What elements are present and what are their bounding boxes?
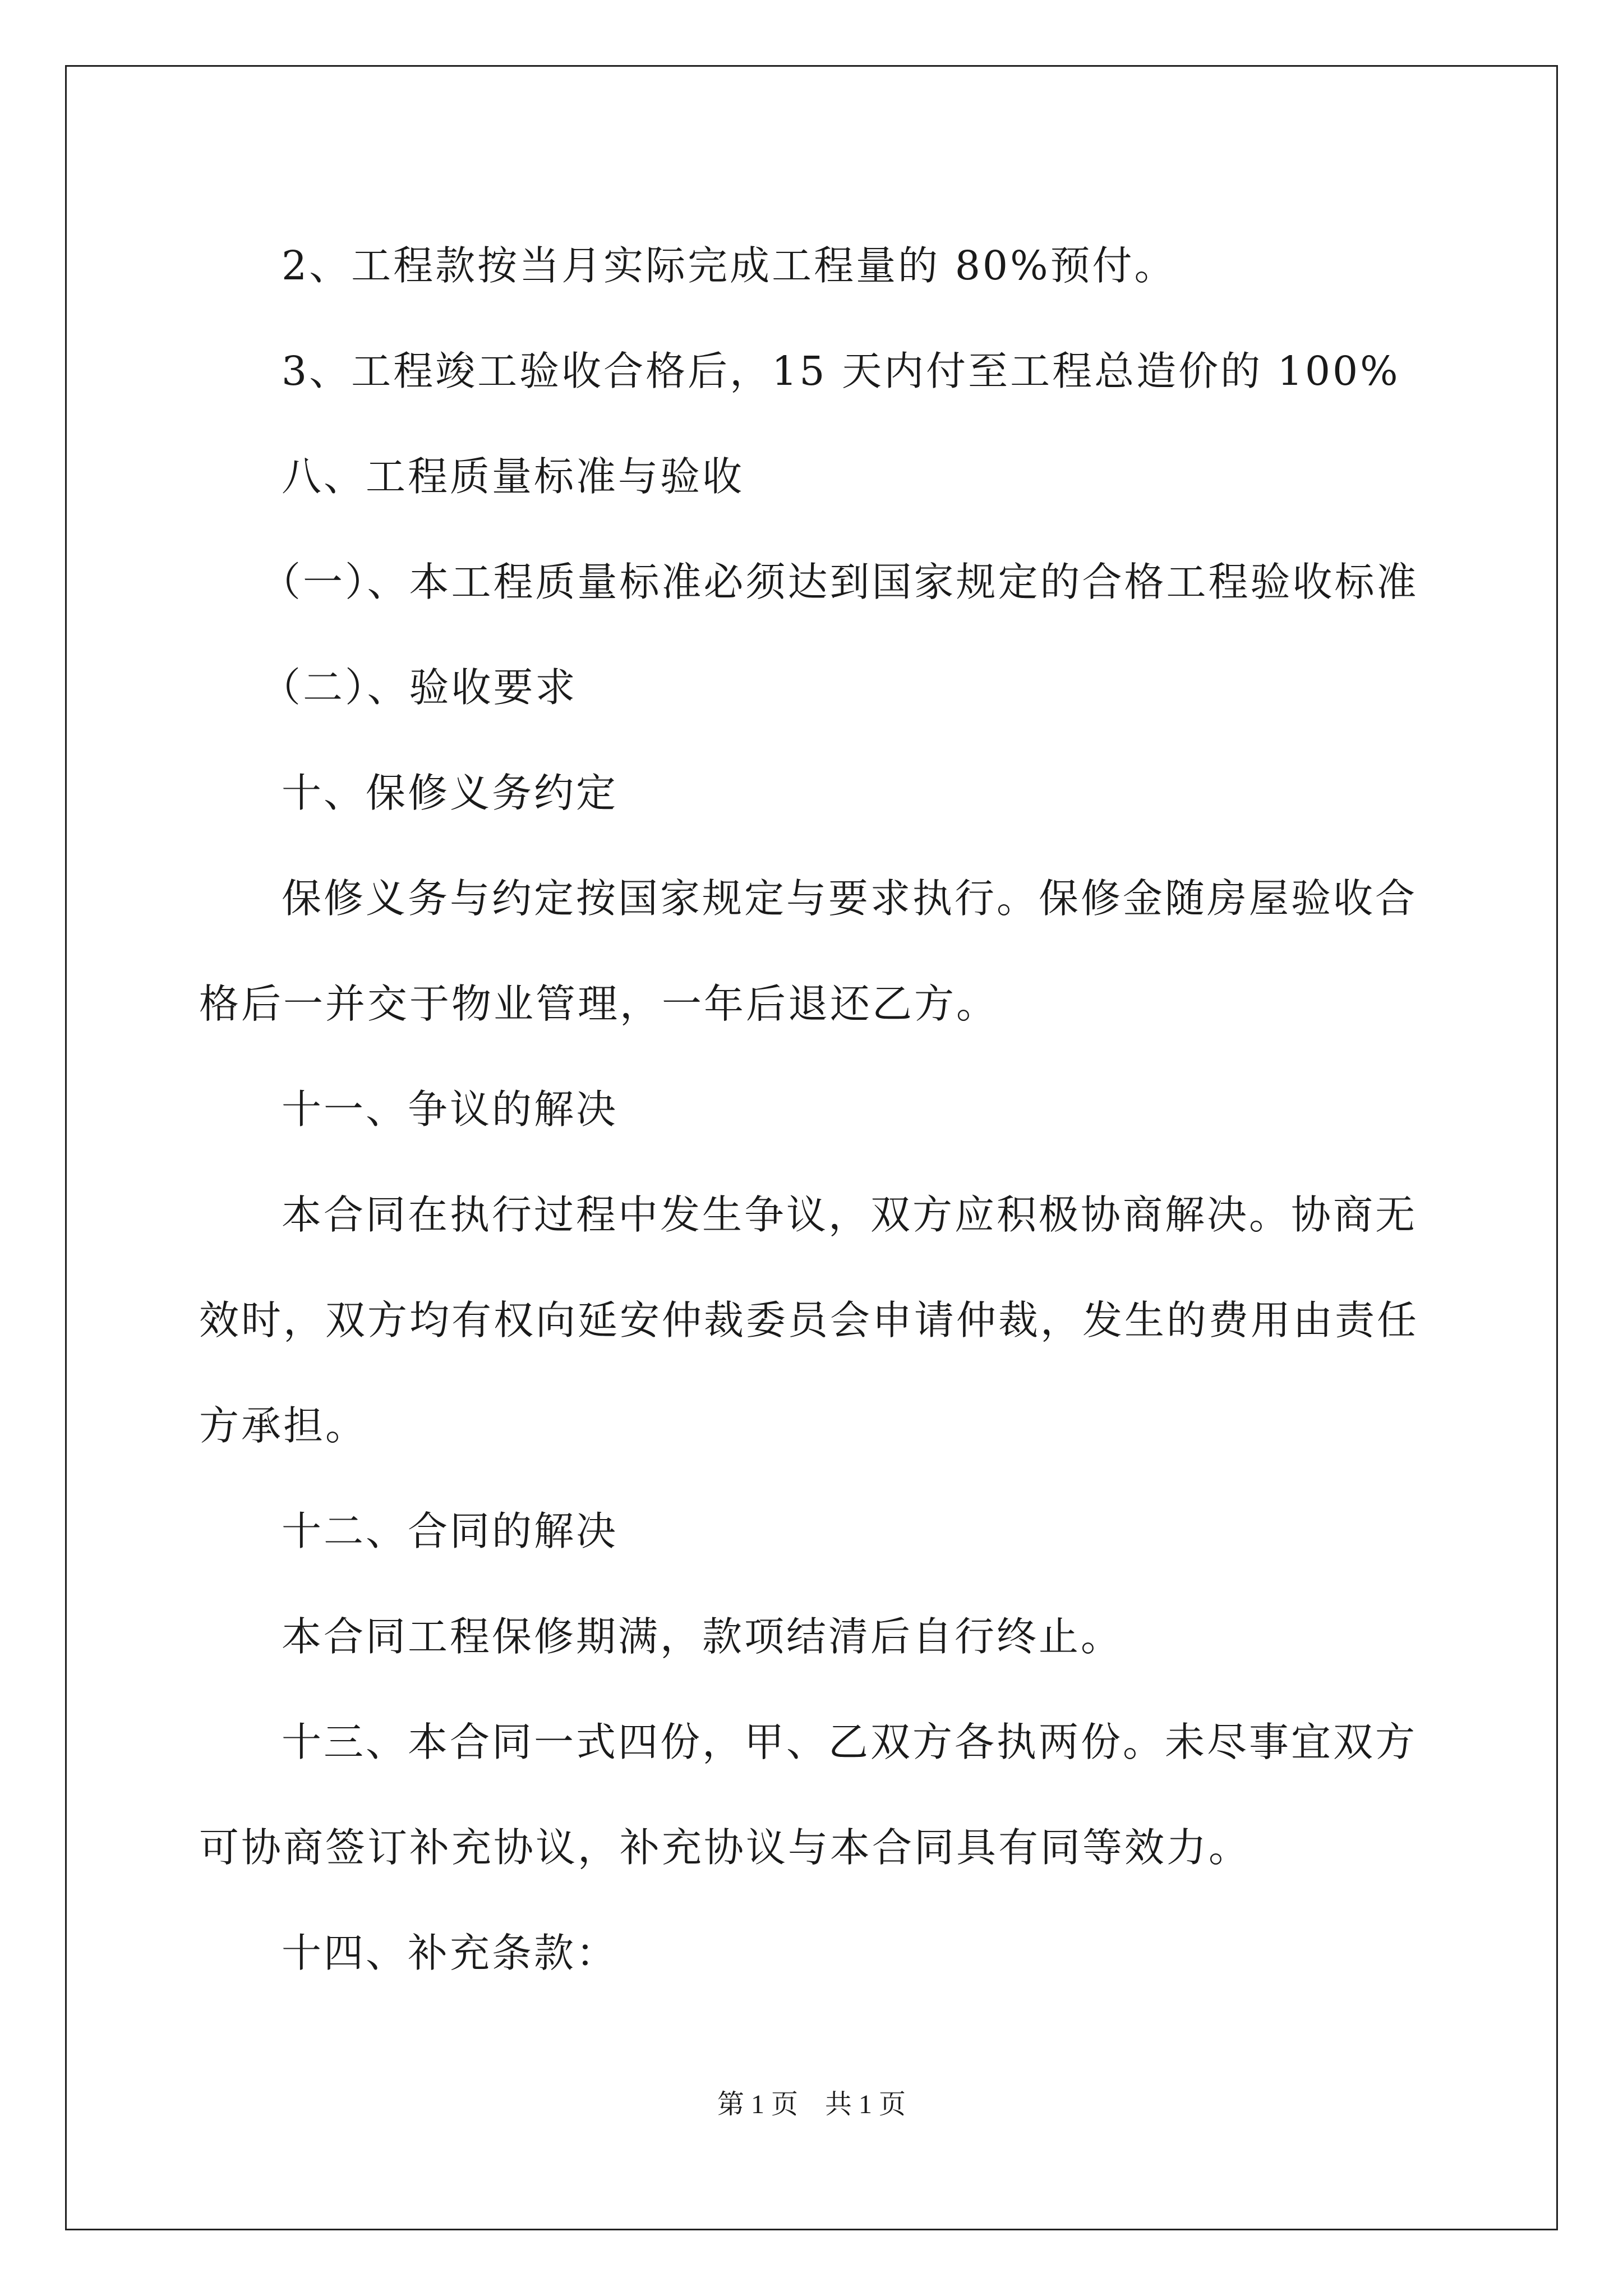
paragraph-disputes: 本合同在执行过程中发生争议，双方应积极协商解决。协商无效时，双方均有权向延安仲裁委员会申请仲裁，发生的费用由责任方承担。: [199, 1191, 1419, 1449]
page-footer: 第 1 页 共 1 页: [717, 2090, 906, 2119]
section-heading-warranty: 十、保修义务约定: [282, 770, 619, 816]
paragraph-acceptance-requirements: （二）、验收要求: [261, 664, 578, 711]
paragraph-copies: 十三、本合同一式四份，甲、乙双方各执两份。未尽事宜双方可协商签订补充协议，补充协议与本合同具有同等效力。: [199, 1719, 1418, 1871]
document-body: [199, 213, 1427, 2006]
paragraph-payment-completion: 3、工程竣工验收合格后，15 天内付至工程总造价的 100%: [282, 348, 1400, 394]
section-heading-quality: 八、工程质量标准与验收: [282, 453, 745, 500]
section-heading-disputes: 十一、争议的解决: [282, 1086, 619, 1133]
section-heading-termination: 十二、合同的解决: [282, 1508, 619, 1554]
paragraph-payment-monthly: 2、工程款按当月实际完成工程量的 80%预付。: [282, 242, 1177, 289]
paragraph-termination: 本合同工程保修期满，款项结清后自行终止。: [282, 1613, 1123, 1660]
section-heading-supplementary: 十四、补充条款：: [282, 1930, 619, 1976]
paragraph-quality-standard: （一）、本工程质量标准必须达到国家规定的合格工程验收标准: [261, 559, 1419, 605]
paragraph-warranty: 保修义务与约定按国家规定与要求执行。保修金随房屋验收合格后一并交于物业管理，一年后退还乙方。: [199, 875, 1418, 1027]
